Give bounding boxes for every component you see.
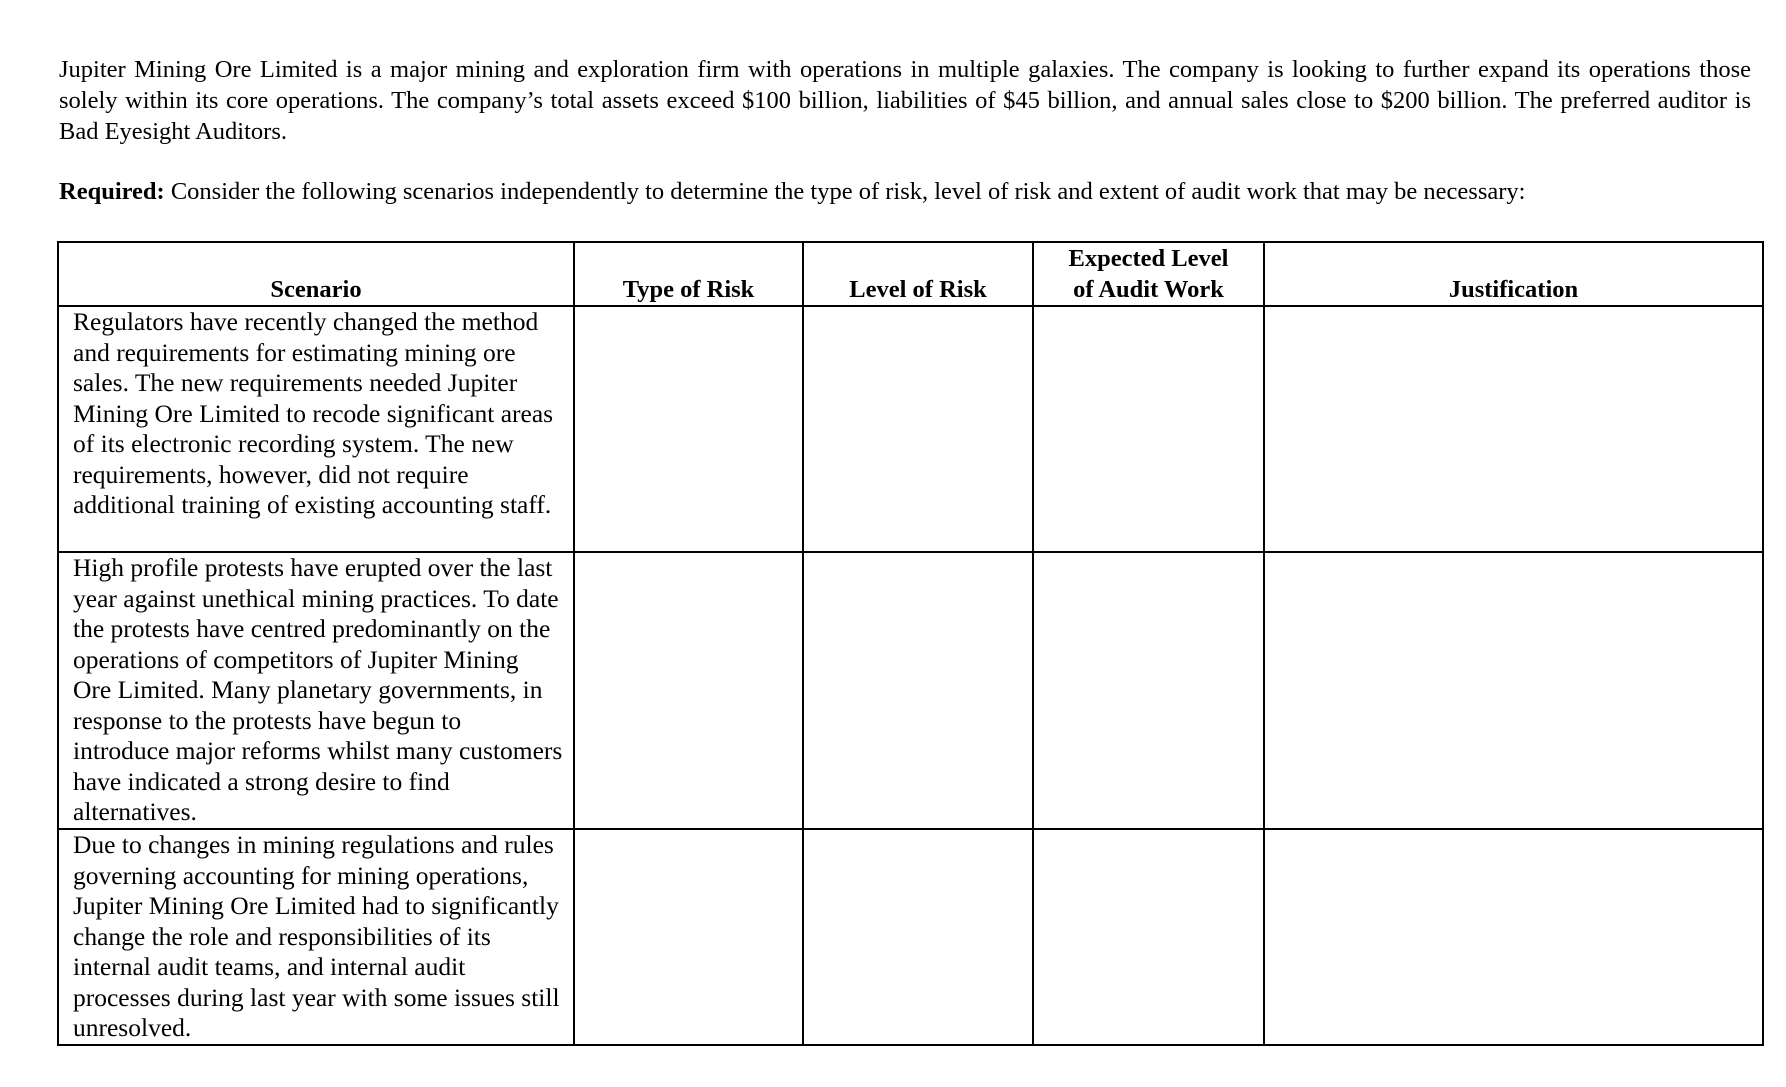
intro-paragraph: Jupiter Mining Ore Limited is a major mining and exploration firm with operations in multiple galaxies. The company is looking to further expand its operations those solely within its core operations. The company’s total assets exceed $100 billion, liabilities of $45 billion, and annual sales close to $200 billion. The preferred auditor is Bad Eyesight Auditors. bbox=[59, 56, 1751, 145]
expected-level-cell[interactable] bbox=[1033, 552, 1264, 829]
justification-cell[interactable] bbox=[1264, 552, 1763, 829]
header-level-of-risk: Level of Risk bbox=[803, 242, 1033, 306]
expected-level-cell[interactable] bbox=[1033, 306, 1264, 552]
expected-level-cell[interactable] bbox=[1033, 829, 1264, 1045]
scenario-table bbox=[57, 241, 1764, 1046]
level-of-risk-cell[interactable] bbox=[803, 552, 1033, 829]
scenario-cell: High profile protests have erupted over the last year against unethical mining practices. To date the protests have centred predominantly on the operations of competitors of Jupiter Mining Ore Limited. Many planetary governments, in response to the protests have begun to introduce major reforms whilst many customers have indicated a strong desire to find alternatives. bbox=[58, 552, 574, 829]
type-of-risk-cell[interactable] bbox=[574, 552, 803, 829]
header-expected-level-of-audit-work: Expected Level of Audit Work bbox=[1033, 242, 1264, 306]
table-header-row bbox=[58, 242, 1763, 306]
level-of-risk-cell[interactable] bbox=[803, 829, 1033, 1045]
table-row bbox=[58, 552, 1763, 829]
header-scenario: Scenario bbox=[58, 242, 574, 306]
header-justification: Justification bbox=[1264, 242, 1763, 306]
required-text: Consider the following scenarios independently to determine the type of risk, level of risk and extent of audit work that may be necessary: bbox=[164, 178, 1526, 205]
level-of-risk-cell[interactable] bbox=[803, 306, 1033, 552]
required-label: Required: bbox=[59, 178, 165, 205]
type-of-risk-cell[interactable] bbox=[574, 829, 803, 1045]
justification-cell[interactable] bbox=[1264, 829, 1763, 1045]
table-row bbox=[58, 829, 1763, 1045]
table-row bbox=[58, 306, 1763, 552]
header-type-of-risk: Type of Risk bbox=[574, 242, 803, 306]
required-instruction bbox=[59, 176, 1759, 207]
type-of-risk-cell[interactable] bbox=[574, 306, 803, 552]
scenario-cell: Regulators have recently changed the method and requirements for estimating mining ore sales. The new requirements needed Jupiter Mining Ore Limited to recode significant areas of its electronic recording system. The new requirements, however, did not require additional training of existing accounting staff. bbox=[58, 306, 574, 552]
justification-cell[interactable] bbox=[1264, 306, 1763, 552]
scenario-cell: Due to changes in mining regulations and rules governing accounting for mining operations, Jupiter Mining Ore Limited had to significantly change the role and responsibilities of its internal audit teams, and internal audit processes during last year with some issues still unresolved. bbox=[58, 829, 574, 1045]
